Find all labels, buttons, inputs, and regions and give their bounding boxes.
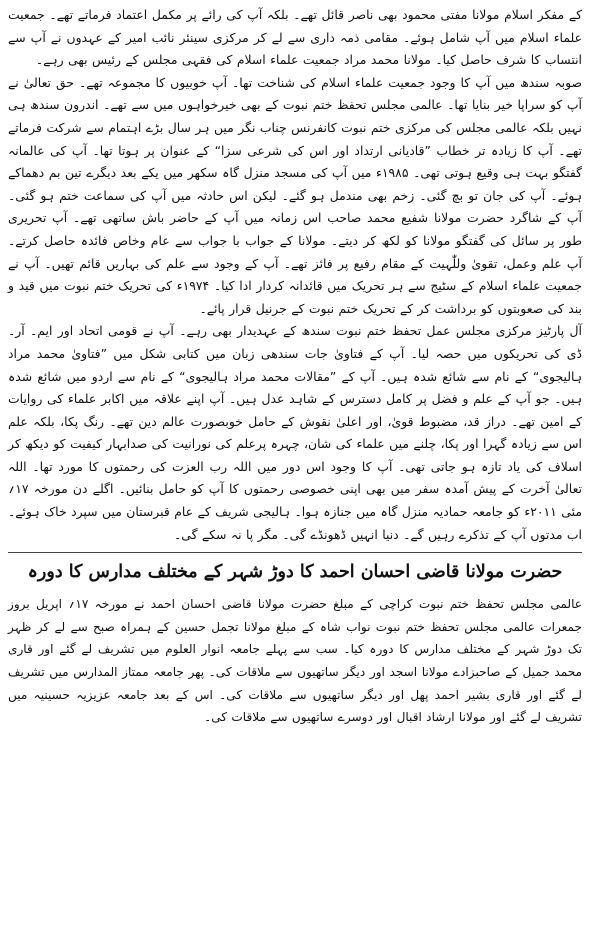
article-obituary	[8, 4, 582, 546]
section-divider	[8, 552, 582, 553]
article-tour	[8, 557, 582, 729]
article-paragraph: صوبہ سندھ میں آپ کا وجود جمعیت علماء اسلام کی شناخت تھا۔ آپ خوبیوں کا مجموعہ تھے۔ حق تعالیٰ نے آپ کو سراپا خیر بنایا تھا۔ عالمی مجلس تحفظ ختم نبوت کے بھی خیرخواہوں میں سے تھے۔ اندرون سندھ ہی نہیں بلکہ عالمی مجلس کی مرکزی ختم نبوت کانفرنس چناب نگر میں ہر سال بڑے اہتمام سے شرکت فرماتے تھے۔ آپ کا زیادہ تر خطاب ”قادیانی ارتداد اور اس کی شرعی سزا“ کے عنوان پر ہوتا تھا۔ آپ کی عالمانہ گفتگو بہت ہی وقیع ہوتی تھی۔ ۱۹۸۵ء میں آپ کی مسجد منزل گاہ سکھر میں یکے بعد دیگرے تین بم دھماکے ہوئے۔ آپ کی جان تو بچ گئی۔ زخم بھی مندمل ہو گئے۔ لیکن اس حادثہ میں آپ کی سماعت ختم ہو گئی۔ آپ کے شاگرد حضرت مولانا شفیع محمد صاحب اس زمانہ میں آپ کے حاضر باش ساتھی تھے۔ آپ تحریری طور پر سائل کی گفتگو مولانا کو لکھ کر دیتے۔ مولانا کے جواب با جواب سے عام وخاص فائدہ حاصل کرتے۔ آپ علم وعمل، تقویٰ وللّٰہیت کے مقام رفیع پر فائز تھے۔ آپ کے وجود سے علم کی بہاریں قائم تھیں۔ آپ نے جمعیت علماء اسلام کے سٹیج سے ہر تحریک میں قائدانہ کردار ادا کیا۔ ۱۹۷۴ء کی تحریک ختم نبوت میں قید و بند کی صعوبتوں کو برداشت کر کے تحریک ختم نبوت کے جرنیل قرار پائے۔	[8, 74, 582, 316]
article-paragraph: عالمی مجلس تحفظ ختم نبوت کراچی کے مبلغ حضرت مولانا قاضی احسان احمد نے مورخہ ۱۷؍ اپریل بروز جمعرات عالمی مجلس تحفظ ختم نبوت نواب شاہ کے مبلغ مولانا تجمل حسین کے ہمراہ صبح سے لے کر ظہر تک دوڑ شہر کے مختلف مدارس کا دورہ کیا۔ سب سے پہلے جامعہ انوار العلوم میں تشریف لے گئے اور قاری محمد جمیل کے صاحبزادے مولانا اسجد اور دیگر ساتھیوں سے ملاقات کی۔ پھر جامعہ ممتاز المدارس میں تشریف لے گئے اور قاری بشیر احمد پھل اور دیگر ساتھیوں سے ملاقات کی۔ اس کے بعد جامعہ عزیزیہ حسینیہ میں تشریف لے گئے اور مولانا ارشاد اقبال اور دوسرے ساتھیوں سے ملاقات کی۔	[8, 597, 582, 725]
article-headline: حضرت مولانا قاضی احسان احمد کا دوڑ شہر کے مختلف مدارس کا دورہ	[27, 562, 563, 583]
article-paragraph: کے مفکر اسلام مولانا مفتی محمود بھی ناصر قائل تھے۔ بلکہ آپ کی رائے پر مکمل اعتماد فرماتے تھے۔ جمعیت علماء اسلام میں آپ شامل ہوئے۔ مقامی ذمہ داری سے لے کر مرکزی سینئر نائب امیر کے عہدوں نے آپ سے انتساب کا شرف حاصل کیا۔ مولانا محمد مراد جمعیت علماء اسلام کی فقہی مجلس کے رئیس بھی رہے۔	[8, 7, 582, 68]
article-paragraph: آل پارٹیز مرکزی مجلس عمل تحفظ ختم نبوت سندھ کے عہدیدار بھی رہے۔ آپ نے قومی اتحاد اور ایم۔ آر۔ ڈی کی تحریکوں میں حصہ لیا۔ آپ کے فتاویٰ جات سندھی زبان میں کتابی شکل میں ”فتاویٰ محمد مراد ہالیجوی“ کے نام سے شائع شدہ ہیں۔ آپ کے ”مقالات محمد مراد ہالیجوی“ کے نام سے اردو میں شائع شدہ ہیں۔ جو آپ کے علم و فضل پر کامل دسترس کے شاہد عدل ہیں۔ آپ اپنے علاقہ میں اکابر علماء کی روایات کے امین تھے۔ دراز قد، مضبوط قویٰ، اور اعلیٰ نقوش کے حامل خوبصورت عالم دین تھے۔ رنگ پکا، بلکہ علم اس سے زیادہ گہرا اور پکا، چلنے میں علماء کی شان، چہرہ پرعلم کی نورانیت کی صدابہار کیفیت کو دیکھ کر اسلاف کی یاد تازہ ہو جاتی تھی۔ آپ کا وجود اس دور میں اللہ رب العزت کی رحمتوں کا مورد تھا۔ اللہ تعالیٰ آخرت کے پیش آمدہ سفر میں بھی اپنی خصوصی رحمتوں کا آپ کو حامل بنائیں۔ اگلے دن مورخہ ۱۷؍ مئی ۲۰۱۱ء کو جامعہ حمادیہ منزل گاہ میں جنازہ ہوا۔ ہالیجی شریف کے عام قبرستان میں سپرد خاک ہوئے۔ اب مدتوں آپ کے تذکرے رہیں گے۔ دنیا انہیں ڈھونڈے گی۔ مگر پا نہ سکے گی۔	[8, 323, 582, 542]
